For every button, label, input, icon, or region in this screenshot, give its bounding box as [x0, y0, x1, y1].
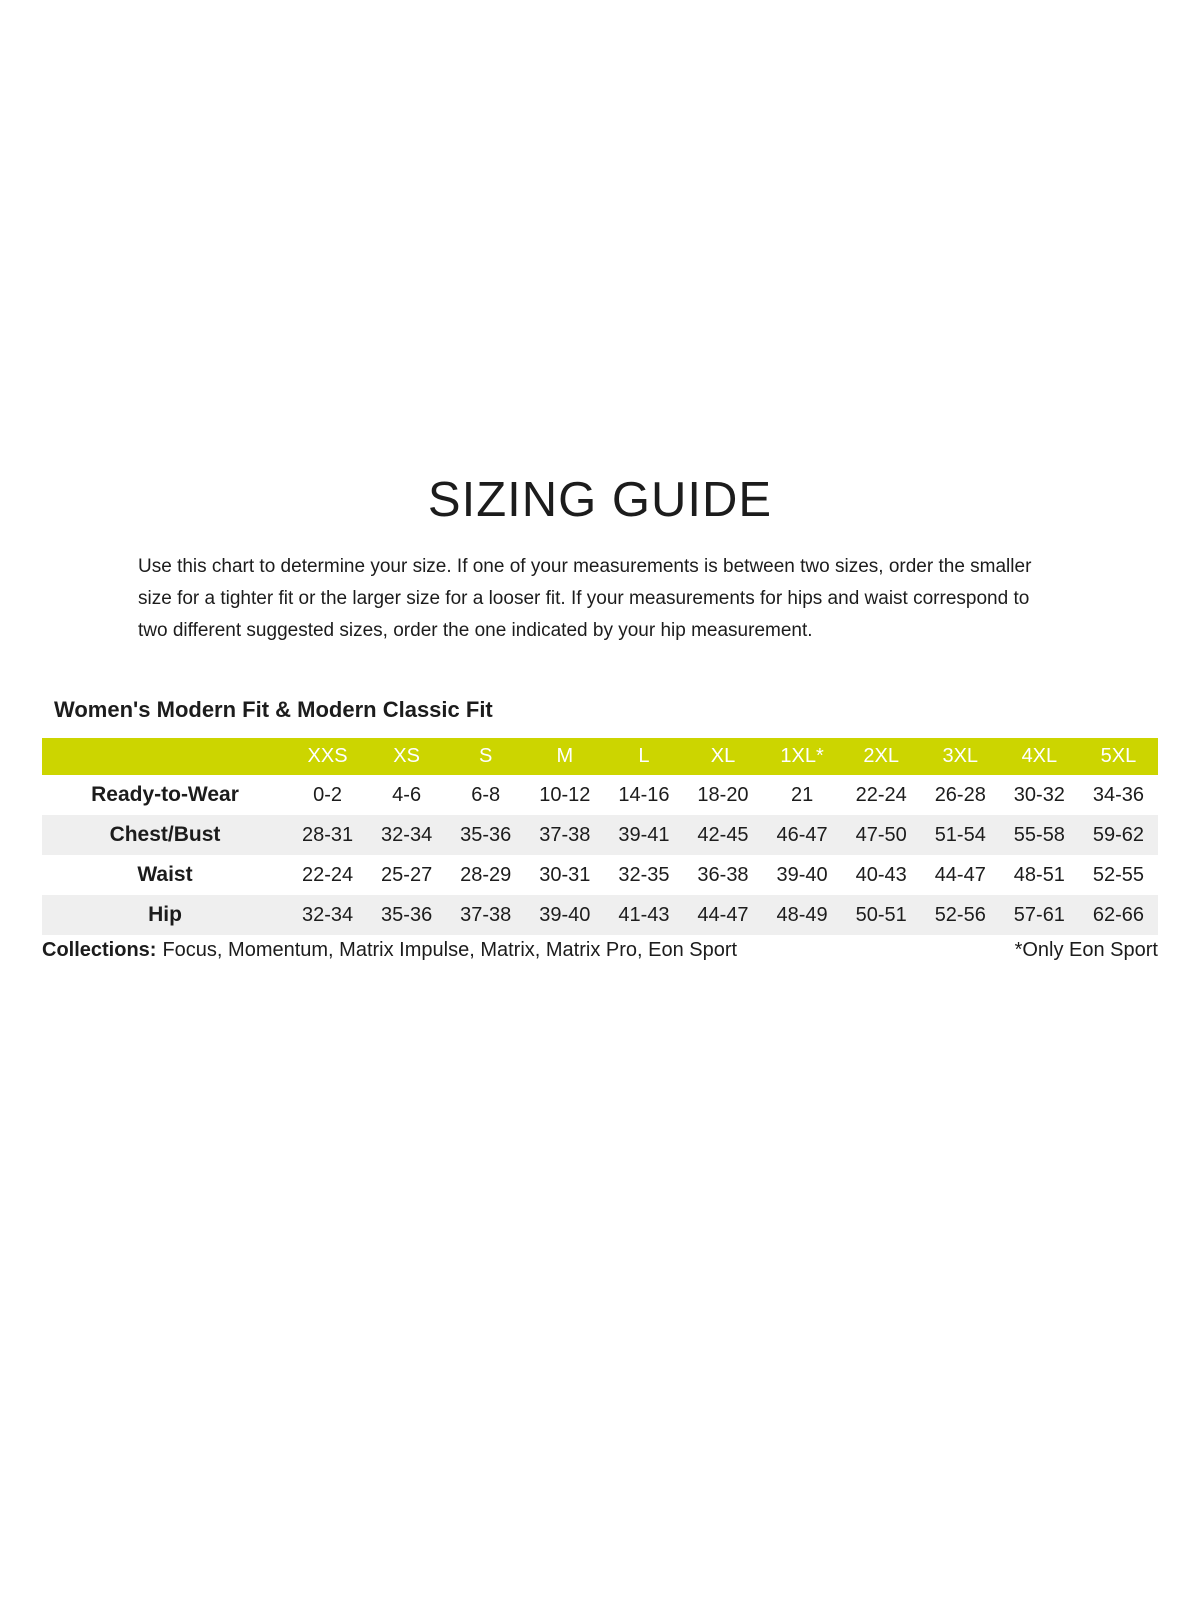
size-cell: 25-27 — [381, 863, 433, 886]
page-title: SIZING GUIDE — [427, 473, 773, 527]
footnote-only-eon-sport: *Only Eon Sport — [1014, 939, 1158, 961]
column-header-5xl: 5XL — [1100, 745, 1137, 767]
size-cell: 52-56 — [934, 903, 986, 926]
size-cell: 10-12 — [539, 783, 591, 806]
row-label: Hip — [148, 903, 182, 926]
column-header-xs: XS — [393, 745, 420, 767]
size-cell: 44-47 — [934, 863, 986, 886]
size-cell: 42-45 — [697, 823, 749, 846]
table-row-hip — [42, 895, 1158, 935]
size-cell: 44-47 — [697, 903, 749, 926]
header-spacer-cell — [42, 738, 288, 775]
table-row-waist — [42, 855, 1158, 895]
collections-list: Focus, Momentum, Matrix Impulse, Matrix, Matrix Pro, Eon Sport — [162, 939, 738, 961]
size-cell: 59-62 — [1092, 823, 1145, 846]
collections-label: Collections: — [42, 939, 157, 961]
size-cell: 26-28 — [934, 783, 986, 806]
size-cell: 0-2 — [313, 783, 342, 806]
table-footer — [42, 938, 1158, 962]
size-cell: 28-31 — [301, 823, 354, 846]
section-heading: Women's Modern Fit & Modern Classic Fit — [54, 697, 493, 722]
row-label: Waist — [137, 863, 193, 886]
collections-note — [42, 938, 737, 962]
size-cell: 18-20 — [697, 783, 749, 806]
size-cell: 46-47 — [776, 823, 828, 846]
row-label: Chest/Bust — [109, 823, 221, 846]
intro-line: Use this chart to determine your size. If one of your measurements is between two sizes, order the smaller — [138, 556, 1032, 577]
size-cell: 4-6 — [392, 783, 422, 806]
column-header-s: S — [479, 745, 493, 767]
size-cell: 34-36 — [1092, 783, 1145, 806]
size-cell: 52-55 — [1092, 863, 1145, 886]
size-cell: 47-50 — [855, 823, 907, 846]
size-cell: 41-43 — [618, 903, 670, 926]
size-cell: 21 — [790, 783, 814, 806]
size-cell: 62-66 — [1092, 903, 1145, 926]
size-cell: 14-16 — [618, 783, 670, 806]
size-cell: 36-38 — [697, 863, 749, 886]
size-cell: 32-35 — [618, 863, 670, 886]
size-cell: 55-58 — [1013, 823, 1065, 846]
column-header-3xl: 3XL — [942, 745, 979, 767]
size-cell: 35-36 — [381, 903, 433, 926]
table-row-ready-to-wear — [42, 775, 1158, 815]
column-header-2xl: 2XL — [863, 745, 899, 767]
column-header-xxs: XXS — [307, 745, 348, 767]
size-cell: 22-24 — [855, 783, 907, 806]
size-cell: 30-32 — [1013, 783, 1065, 806]
size-cell: 28-29 — [460, 863, 512, 886]
intro-paragraph — [138, 551, 1031, 647]
size-cell: 50-51 — [855, 903, 907, 926]
size-cell: 57-61 — [1013, 903, 1065, 926]
size-cell: 6-8 — [471, 783, 501, 806]
column-header-1xl: 1XL* — [780, 745, 824, 767]
column-header-l: L — [638, 745, 650, 767]
size-cell: 35-36 — [460, 823, 512, 846]
table-row-chest-bust — [42, 815, 1158, 855]
size-cell: 48-51 — [1013, 863, 1065, 886]
size-table — [42, 738, 1158, 935]
size-cell: 48-49 — [776, 903, 828, 926]
size-cell: 22-24 — [301, 863, 354, 886]
column-header-4xl: 4XL — [1021, 745, 1058, 767]
size-cell: 39-41 — [618, 823, 670, 846]
size-cell: 37-38 — [539, 823, 591, 846]
size-cell: 37-38 — [460, 903, 512, 926]
size-cell: 40-43 — [855, 863, 907, 886]
row-label: Ready-to-Wear — [91, 783, 239, 806]
size-cell: 51-54 — [934, 823, 986, 846]
size-cell: 30-31 — [539, 863, 591, 886]
column-header-xl: XL — [710, 745, 736, 767]
intro-line: size for a tighter fit or the larger size for a looser fit. If your measurements for hips and waist correspond to — [138, 588, 1030, 609]
size-cell: 39-40 — [776, 863, 828, 886]
size-cell: 32-34 — [381, 823, 433, 846]
intro-line: two different suggested sizes, order the one indicated by your hip measurement. — [138, 620, 813, 641]
size-cell: 32-34 — [301, 903, 354, 926]
column-header-m: M — [556, 745, 574, 767]
size-cell: 39-40 — [539, 903, 591, 926]
size-table-header-row — [42, 738, 1158, 775]
